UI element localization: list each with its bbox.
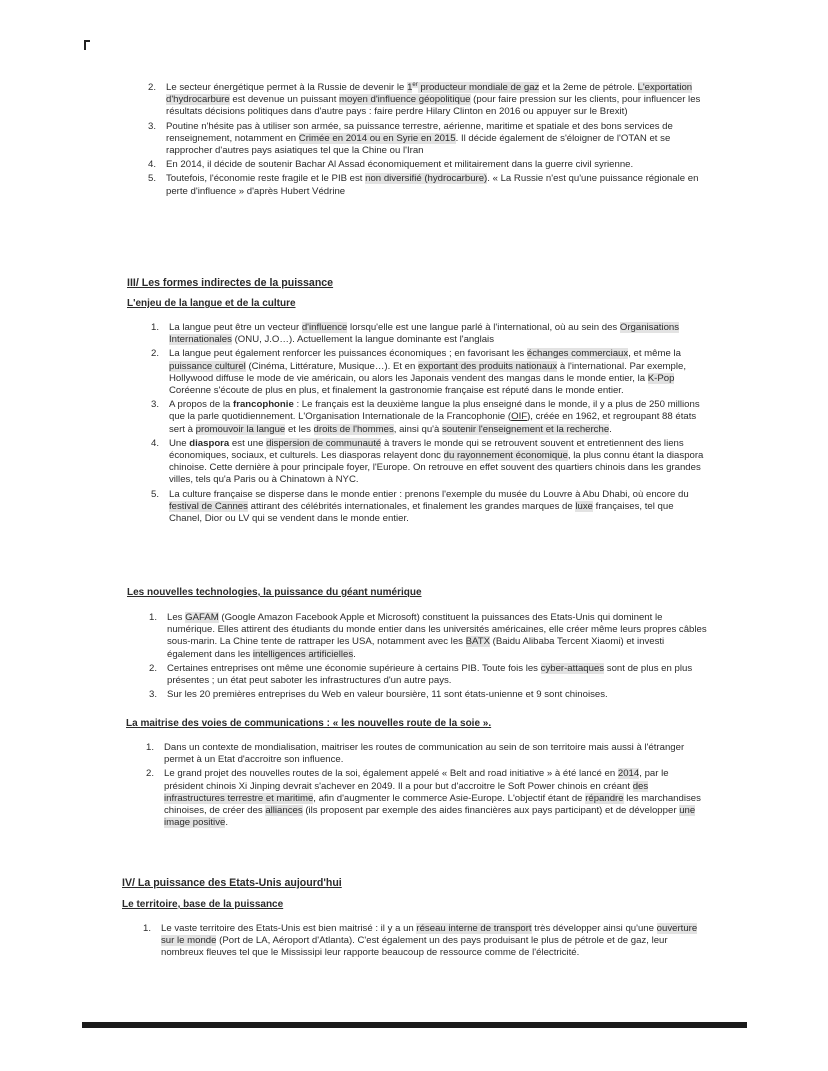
highlighted-text: BATX <box>465 636 490 648</box>
list-item <box>148 120 706 158</box>
list-item-number: 1. <box>143 923 152 934</box>
highlighted-text: moyen d'influence géopolitique <box>339 94 471 106</box>
list-item-number: 3. <box>151 399 160 411</box>
highlighted-text: L'exportation d'hydrocarbure <box>166 82 693 106</box>
text-run: (pour faire pression sur les clients, pour influencer les résultats décisions politiques dans d'autre pays : faire perdre Hilary Clinton en 2016 ou appuyer sur le Brexit) <box>166 94 701 118</box>
highlighted-text: luxe <box>575 500 593 512</box>
list-item <box>151 488 707 526</box>
highlighted-text: K-Pop <box>647 372 675 384</box>
highlighted-text: exportant des produits nationaux <box>418 360 558 372</box>
russia-list <box>148 81 706 200</box>
highlighted-text: échanges commerciaux <box>526 348 629 360</box>
list-item-number: 5. <box>151 488 160 500</box>
text-run: La culture française se disperse dans le monde entier : prenons l'exemple du musée du Louvre à Abu Dhabi, où encore du <box>169 488 689 500</box>
text-run: En 2014, il décide de soutenir Bachar Al Assad économiquement et militairement dans la guerre civil syrienne. <box>166 159 634 171</box>
text-run: lorsqu'elle est une langue parlé à l'international, où au sein des <box>347 322 620 333</box>
list-item <box>149 612 707 661</box>
text-run: , ainsi qu'à <box>393 423 442 435</box>
list-item-number: 4. <box>148 159 157 171</box>
text-run: Certaines entreprises ont même une économie supérieure à certains PIB. Toute fois les <box>167 662 541 674</box>
text-run: Coréenne s'écoute de plus en plus, et finalement la gastronomie française est réputé dans le monde entier. <box>169 385 624 397</box>
list-item-number: 2. <box>151 348 160 360</box>
highlighted-text: réseau interne de transport <box>416 923 532 934</box>
text-run: est devenue un puissant <box>229 94 340 106</box>
text-run: à l'international. Par exemple, Hollywood diffuse le mode de vie américain, ou alors les Japonais vendent des mangas dans le monde entier, la <box>169 360 686 384</box>
text-run: . « La Russie n'est qu'une puissance régionale en perte d'influence » d'après Hubert Védrine <box>166 173 699 197</box>
list-item-number: 1. <box>146 742 155 753</box>
list-item-number: 3. <box>149 689 158 701</box>
subheading-langue-culture: L'enjeu de la langue et de la culture <box>127 298 296 309</box>
list-item <box>148 173 706 197</box>
highlighted-text: GAFAM <box>185 612 219 623</box>
text-run: Le grand projet des nouvelles routes de la soi, également appelé « Belt and road initiative » à été lancé en <box>164 768 618 780</box>
highlighted-text: répandre <box>585 792 624 804</box>
text-run: . Il décide également de s'éloigner de l'OTAN et se rapprocher d'autres pays asiatiques tel que la Chine ou l'Iran <box>166 132 671 157</box>
text-run: Poutine n'hésite pas à utiliser son armée, sa puissance terrestre, aérienne, maritime et spatiale et des bons services de renseignement, notamment en <box>166 120 673 144</box>
list-item-number: 5. <box>148 173 157 185</box>
highlighted-text: des infrastructures terrestre et maritime <box>164 780 649 804</box>
scan-bottom-edge <box>82 1022 747 1028</box>
text-run: . <box>353 648 356 660</box>
list-item <box>149 662 707 687</box>
subheading-nouvelles-technologies: Les nouvelles technologies, la puissance du géant numérique <box>127 587 422 598</box>
highlighted-text: non diversifié (hydrocarbure) <box>365 173 488 185</box>
list-item-number: 4. <box>151 437 160 449</box>
list-item <box>148 81 706 119</box>
text-run: Dans un contexte de mondialisation, maitriser les routes de communication au sein de son territoire mais aussi à l'étranger permet à un Etat d'accroitre son influence. <box>164 742 685 766</box>
text-run: (Baidu Alibaba Tercent Xiaomi) et investi également dans les <box>167 636 665 660</box>
highlighted-text: du rayonnement économique <box>443 450 568 462</box>
text-run: Toutefois, l'économie reste fragile et le PIB est <box>166 173 366 185</box>
text-run: , la plus connu étant la diaspora chinoise. Cette dernière à pour principale foyer, l'Europe. On retrouve en effet souvent des quartiers chinois dans les grandes villes, tels qu'a Paris ou à Chinatown à NYC. <box>169 450 704 486</box>
text-run: à travers le monde qui se retrouvent souvent et entretiennent des liens économiques, sociaux, et culturels. Les diasporas relayent donc <box>169 437 684 462</box>
routes-list <box>146 742 704 831</box>
highlighted-text: intelligences artificielles <box>252 648 354 660</box>
highlighted-text: ouverture sur le monde <box>161 923 698 947</box>
highlighted-text: festival de Cannes <box>169 500 248 512</box>
text-run: La langue peut être un vecteur <box>169 322 302 333</box>
list-item <box>151 348 707 397</box>
highlighted-text: droits de l'hommes <box>313 423 394 435</box>
text-run: et la 2eme de pétrole. <box>539 82 638 93</box>
list-item-number: 2. <box>149 662 158 674</box>
text-run: OIF <box>511 411 528 423</box>
text-run: Le vaste territoire des Etats-Unis est bien maitrisé : il y a un <box>161 923 417 934</box>
list-item <box>151 399 707 436</box>
text-run: (ONU, J.O…). Actuellement la langue dominante est l'anglais <box>231 334 494 346</box>
scan-corner-mark <box>84 40 86 50</box>
highlighted-text: alliances <box>265 805 303 817</box>
subheading-routes-soie: La maitrise des voies de communications : « les nouvelles route de la soie ». <box>126 718 492 729</box>
highlighted-text: 2014 <box>617 768 640 780</box>
text-run: , par le président chinois Xi Jinping devrait s'achever en 2049. Il a pour but d'accroitre le Soft Power chinois en créant <box>164 768 669 792</box>
text-run: , et même la <box>628 348 681 360</box>
list-item <box>149 689 707 701</box>
text-run: francophonie <box>233 399 294 411</box>
highlighted-text: soutenir l'enseignement et la recherche <box>442 423 610 435</box>
text-run: attirant des célébrités internationales, et finalement les grandes marques de <box>247 500 576 512</box>
list-item <box>146 768 704 829</box>
langue-culture-list <box>151 322 707 527</box>
text-run: ), créée en 1962, et regroupant 88 états sert à <box>169 411 697 435</box>
text-run: A propos de la <box>169 399 234 411</box>
highlighted-text: une image positive <box>164 805 696 829</box>
list-item-number: 1. <box>149 612 158 623</box>
highlighted-text: er <box>412 81 418 88</box>
list-item <box>146 742 704 766</box>
text-run: est une <box>229 437 267 449</box>
text-run: Les <box>167 612 186 623</box>
highlighted-text: Crimée en 2014 ou en Syrie en 2015 <box>298 132 456 144</box>
section-4-heading: IV/ La puissance des Etats-Unis aujourd'hui <box>122 877 342 889</box>
text-run: : Le français est la deuxième langue la plus enseigné dans le monde, il y a plus de 250 millions que la parle quotidiennement. L'Organisation Internationale de la Francophonie ( <box>169 399 700 423</box>
text-run: Sur les 20 premières entreprises du Web en valeur boursière, 11 sont états-unienne et 9 sont chinoises. <box>167 689 608 701</box>
list-item <box>148 159 706 171</box>
text-run: Une <box>169 437 190 449</box>
text-run: et les <box>285 423 314 435</box>
technologies-list <box>149 612 707 703</box>
list-item <box>151 437 707 487</box>
list-item <box>151 322 707 346</box>
text-run: (ils proposent par exemple des aides financières aux pays participant) et de développer <box>302 805 680 817</box>
text-run: , afin d'augmenter le commerce Asie-Europe. L'objectif étant de <box>313 792 586 804</box>
list-item-number: 2. <box>148 82 157 93</box>
list-item-number: 3. <box>148 120 157 132</box>
usa-list <box>143 923 701 962</box>
text-run: françaises, tel que Chanel, Dior ou LV qui se vendent dans le monde entier. <box>169 500 674 525</box>
text-run: Le secteur énergétique permet à la Russie de devenir le <box>166 82 408 93</box>
list-item <box>143 923 701 960</box>
text-run: très développer ainsi qu'une <box>531 923 657 934</box>
text-run: (Google Amazon Facebook Apple et Microsoft) constituent la puissances des Etats-Unis qui dominent le numérique. Elles attirent des étudiants du monde entier dans les universités américaines, elle créer même leurs propres câbles sous-marin. La Chine tente de rattraper les USA, notamment avec les <box>167 612 707 648</box>
highlighted-text: dispersion de communauté <box>266 437 382 449</box>
text-run: sont de plus en plus présentes ; un état peut saboter les infrastructures d'un autre pays. <box>167 662 693 687</box>
text-run: . <box>609 423 612 435</box>
list-item-number: 1. <box>151 322 160 333</box>
text-run: les marchandises chinoises, de créer des <box>164 792 701 817</box>
highlighted-text: cyber-attaques <box>540 662 605 674</box>
text-run: La langue peut également renforcer les puissances économiques ; en favorisant les <box>169 348 527 360</box>
highlighted-text: puissance culturel <box>169 360 246 372</box>
text-run: diaspora <box>189 437 230 449</box>
text-run: (Port de LA, Aéroport d'Atlanta). C'est également un des pays produisant le plus de pétrole et de gaz, leur nombreux fleuves tel que le Mississipi leur rapporte beaucoup de ressource comme de l'électricité. <box>161 935 668 959</box>
highlighted-text: 1 <box>407 82 413 93</box>
list-item-number: 2. <box>146 768 155 780</box>
subheading-territoire: Le territoire, base de la puissance <box>122 899 284 910</box>
text-run: (Cinéma, Littérature, Musique…). Et en <box>245 360 419 372</box>
highlighted-text: producteur mondiale de gaz <box>417 82 540 93</box>
text-run: . <box>225 817 228 829</box>
highlighted-text: promouvoir la langue <box>195 423 286 435</box>
section-3-heading: III/ Les formes indirectes de la puissance <box>127 277 334 289</box>
highlighted-text: d'influence <box>301 322 348 333</box>
highlighted-text: Organisations Internationales <box>169 322 680 346</box>
